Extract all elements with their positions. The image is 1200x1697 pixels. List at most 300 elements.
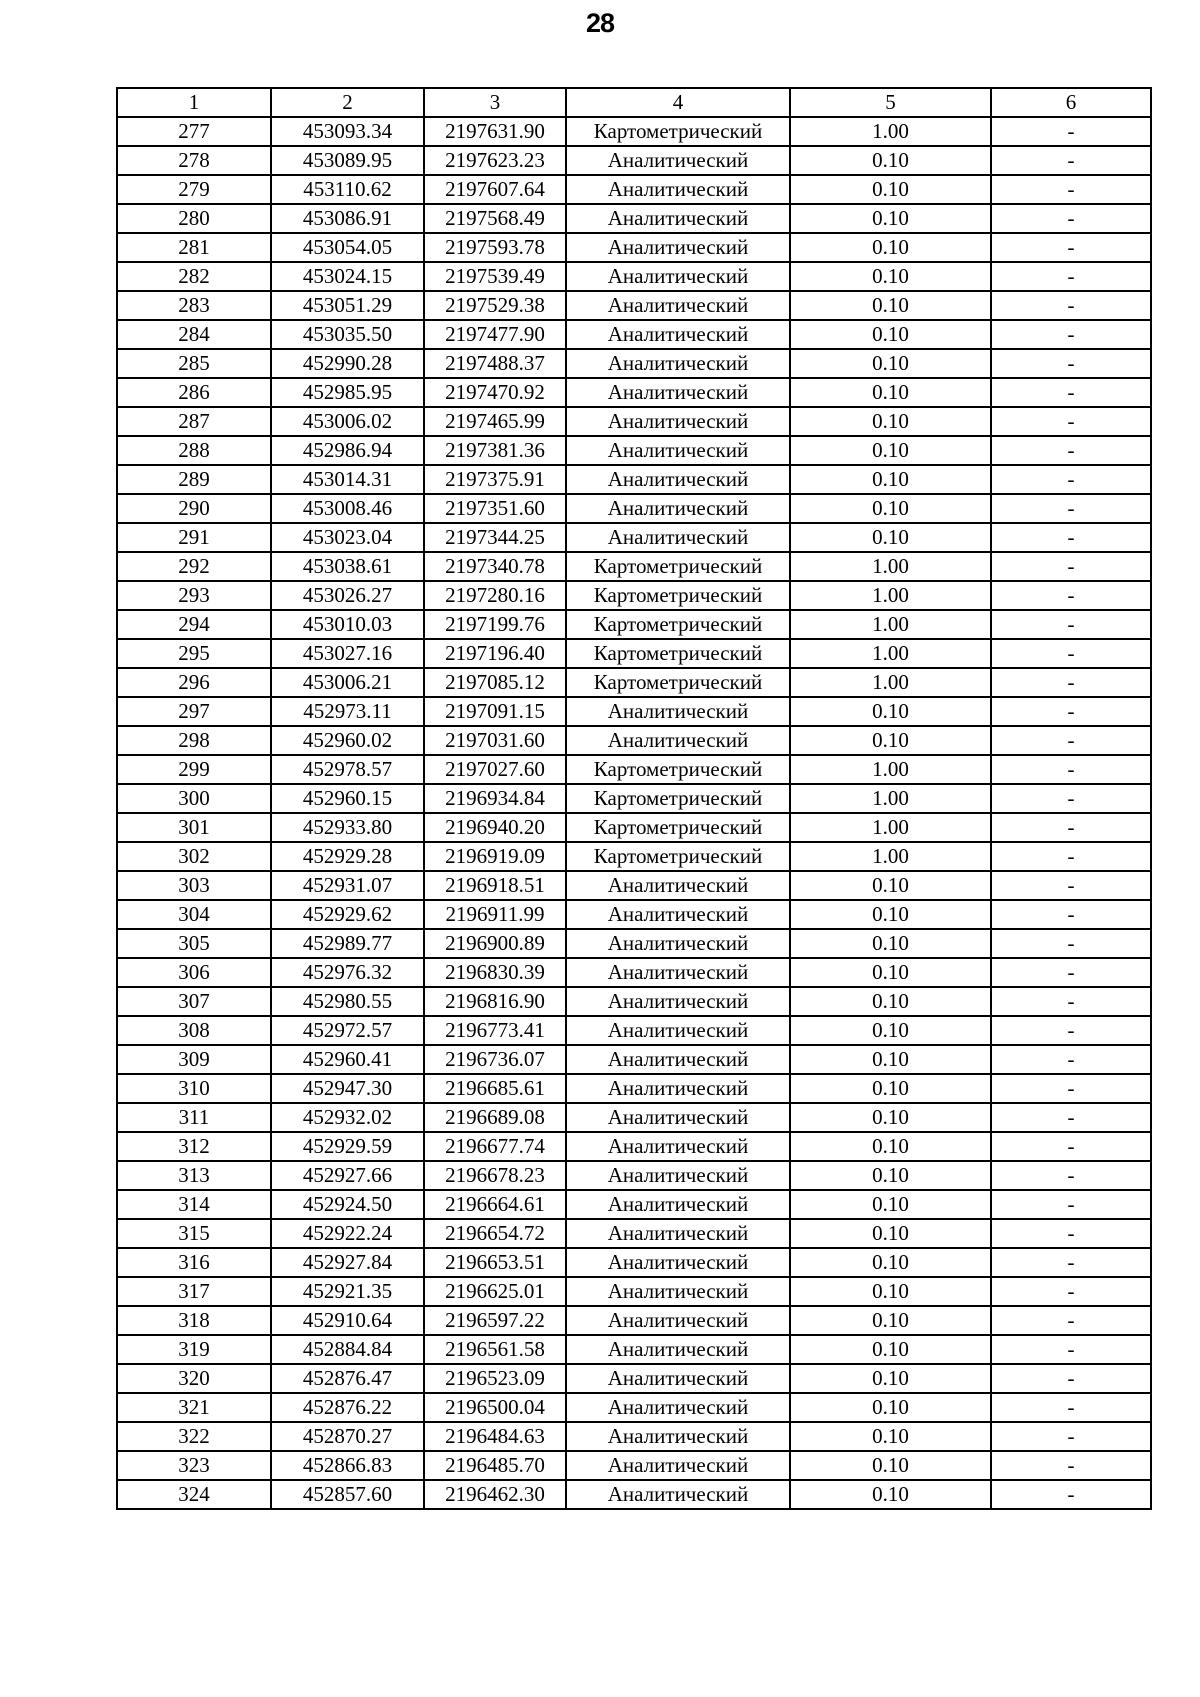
table-cell: Аналитический	[566, 523, 790, 552]
table-cell: 2197381.36	[424, 436, 566, 465]
table-cell: 453008.46	[271, 494, 424, 523]
table-cell: -	[991, 378, 1151, 407]
table-cell: 0.10	[790, 1335, 991, 1364]
table-row	[117, 523, 1151, 552]
table-cell: Аналитический	[566, 1074, 790, 1103]
table-cell: -	[991, 929, 1151, 958]
table-row	[117, 1074, 1151, 1103]
table-row	[117, 900, 1151, 929]
table-cell: 453038.61	[271, 552, 424, 581]
table-cell: 2196677.74	[424, 1132, 566, 1161]
table-row	[117, 407, 1151, 436]
table-cell: 303	[117, 871, 271, 900]
table-row	[117, 349, 1151, 378]
table-cell: 2196685.61	[424, 1074, 566, 1103]
table-cell: 2196561.58	[424, 1335, 566, 1364]
table-cell: Картометрический	[566, 668, 790, 697]
table-cell: 452973.11	[271, 697, 424, 726]
table-cell: Картометрический	[566, 581, 790, 610]
table-cell: 0.10	[790, 378, 991, 407]
table-cell: 320	[117, 1364, 271, 1393]
table-cell: 1.00	[790, 581, 991, 610]
table-cell: 1.00	[790, 552, 991, 581]
table-cell: 1.00	[790, 117, 991, 146]
table-cell: 0.10	[790, 1045, 991, 1074]
table-cell: -	[991, 958, 1151, 987]
table-cell: 452924.50	[271, 1190, 424, 1219]
table-cell: 452929.59	[271, 1132, 424, 1161]
table-cell: 0.10	[790, 291, 991, 320]
table-cell: 0.10	[790, 1480, 991, 1509]
table-cell: 453006.21	[271, 668, 424, 697]
table-cell: 295	[117, 639, 271, 668]
table-row	[117, 1306, 1151, 1335]
table-cell: 292	[117, 552, 271, 581]
table-cell: Картометрический	[566, 610, 790, 639]
table-cell: 0.10	[790, 1306, 991, 1335]
column-header: 3	[424, 88, 566, 117]
table-cell: 307	[117, 987, 271, 1016]
table-cell: 453054.05	[271, 233, 424, 262]
table-cell: 453010.03	[271, 610, 424, 639]
table-cell: 2196625.01	[424, 1277, 566, 1306]
table-cell: 2196653.51	[424, 1248, 566, 1277]
table-cell: -	[991, 842, 1151, 871]
table-cell: 286	[117, 378, 271, 407]
table-cell: 288	[117, 436, 271, 465]
table-cell: Аналитический	[566, 1480, 790, 1509]
table-cell: 317	[117, 1277, 271, 1306]
table-cell: 308	[117, 1016, 271, 1045]
table-cell: 0.10	[790, 320, 991, 349]
table-cell: 452932.02	[271, 1103, 424, 1132]
table-cell: -	[991, 900, 1151, 929]
table-cell: -	[991, 175, 1151, 204]
table-cell: Аналитический	[566, 1248, 790, 1277]
table-cell: 301	[117, 813, 271, 842]
table-cell: 279	[117, 175, 271, 204]
table-cell: 0.10	[790, 1451, 991, 1480]
table-row	[117, 233, 1151, 262]
table-row	[117, 639, 1151, 668]
table-cell: Аналитический	[566, 958, 790, 987]
table-cell: Аналитический	[566, 175, 790, 204]
table-cell: 1.00	[790, 784, 991, 813]
table-cell: Аналитический	[566, 436, 790, 465]
table-row	[117, 1103, 1151, 1132]
table-cell: 294	[117, 610, 271, 639]
table-cell: 0.10	[790, 697, 991, 726]
table-cell: -	[991, 1045, 1151, 1074]
table-cell: 296	[117, 668, 271, 697]
table-row	[117, 987, 1151, 1016]
table-cell: 453035.50	[271, 320, 424, 349]
table-cell: Аналитический	[566, 1306, 790, 1335]
table-cell: -	[991, 349, 1151, 378]
table-cell: Аналитический	[566, 1364, 790, 1393]
table-cell: 2197465.99	[424, 407, 566, 436]
table-cell: Аналитический	[566, 1016, 790, 1045]
table-cell: 306	[117, 958, 271, 987]
table-cell: Аналитический	[566, 929, 790, 958]
table-cell: 313	[117, 1161, 271, 1190]
table-cell: 280	[117, 204, 271, 233]
table-cell: 2197280.16	[424, 581, 566, 610]
table-cell: 453089.95	[271, 146, 424, 175]
table-row	[117, 494, 1151, 523]
table-cell: 0.10	[790, 1364, 991, 1393]
table-row	[117, 1132, 1151, 1161]
table-cell: 1.00	[790, 842, 991, 871]
table-cell: 281	[117, 233, 271, 262]
table-cell: 323	[117, 1451, 271, 1480]
table-cell: 452922.24	[271, 1219, 424, 1248]
table-cell: 2197351.60	[424, 494, 566, 523]
table-row	[117, 1422, 1151, 1451]
table-cell: 0.10	[790, 900, 991, 929]
table-cell: 452929.28	[271, 842, 424, 871]
page-number: 28	[585, 8, 615, 38]
table-cell: 2196678.23	[424, 1161, 566, 1190]
table-cell: -	[991, 1103, 1151, 1132]
table-cell: Аналитический	[566, 494, 790, 523]
table-cell: Аналитический	[566, 987, 790, 1016]
table-cell: 0.10	[790, 1016, 991, 1045]
table-cell: 0.10	[790, 1219, 991, 1248]
table-cell: -	[991, 697, 1151, 726]
column-header: 6	[991, 88, 1151, 117]
table-row	[117, 813, 1151, 842]
table-cell: 0.10	[790, 204, 991, 233]
table-row	[117, 1045, 1151, 1074]
table-cell: 452876.47	[271, 1364, 424, 1393]
table-cell: 309	[117, 1045, 271, 1074]
table-cell: 453051.29	[271, 291, 424, 320]
table-cell: 2196462.30	[424, 1480, 566, 1509]
table-cell: -	[991, 1190, 1151, 1219]
table-cell: 321	[117, 1393, 271, 1422]
table-cell: 2197091.15	[424, 697, 566, 726]
table-cell: 452990.28	[271, 349, 424, 378]
table-cell: 452960.41	[271, 1045, 424, 1074]
table-cell: 0.10	[790, 1190, 991, 1219]
table-cell: 2196485.70	[424, 1451, 566, 1480]
table-cell: 0.10	[790, 1393, 991, 1422]
table-cell: Аналитический	[566, 1132, 790, 1161]
table-cell: 453027.16	[271, 639, 424, 668]
table-cell: -	[991, 987, 1151, 1016]
table-cell: -	[991, 1277, 1151, 1306]
table-cell: -	[991, 1393, 1151, 1422]
table-cell: Картометрический	[566, 755, 790, 784]
table-cell: 452931.07	[271, 871, 424, 900]
table-cell: Аналитический	[566, 1277, 790, 1306]
table-cell: Аналитический	[566, 407, 790, 436]
table-row	[117, 204, 1151, 233]
table-cell: Аналитический	[566, 697, 790, 726]
table-cell: Аналитический	[566, 320, 790, 349]
table-cell: 452976.32	[271, 958, 424, 987]
table-cell: 2197623.23	[424, 146, 566, 175]
table-cell: 293	[117, 581, 271, 610]
table-cell: 1.00	[790, 639, 991, 668]
table-cell: -	[991, 1132, 1151, 1161]
table-cell: 452921.35	[271, 1277, 424, 1306]
table-cell: -	[991, 523, 1151, 552]
table-cell: -	[991, 552, 1151, 581]
table-cell: Аналитический	[566, 233, 790, 262]
table-cell: 318	[117, 1306, 271, 1335]
table-cell: -	[991, 1422, 1151, 1451]
table-cell: 452947.30	[271, 1074, 424, 1103]
table-cell: 453086.91	[271, 204, 424, 233]
table-cell: -	[991, 1161, 1151, 1190]
table-cell: 311	[117, 1103, 271, 1132]
table-cell: Аналитический	[566, 291, 790, 320]
table-cell: Аналитический	[566, 349, 790, 378]
table-cell: 0.10	[790, 436, 991, 465]
table-cell: 2197488.37	[424, 349, 566, 378]
table-row	[117, 668, 1151, 697]
table-cell: 0.10	[790, 726, 991, 755]
table-cell: 452929.62	[271, 900, 424, 929]
table-row	[117, 1451, 1151, 1480]
table-row	[117, 1364, 1151, 1393]
table-cell: 1.00	[790, 755, 991, 784]
table-cell: 298	[117, 726, 271, 755]
table-cell: 0.10	[790, 987, 991, 1016]
table-cell: -	[991, 610, 1151, 639]
table-cell: 453026.27	[271, 581, 424, 610]
table-cell: 282	[117, 262, 271, 291]
table-cell: 2196736.07	[424, 1045, 566, 1074]
table-cell: 1.00	[790, 610, 991, 639]
table-cell: 2196523.09	[424, 1364, 566, 1393]
table-cell: -	[991, 233, 1151, 262]
table-cell: 2197593.78	[424, 233, 566, 262]
table-row	[117, 1219, 1151, 1248]
table-cell: 452960.15	[271, 784, 424, 813]
table-cell: Аналитический	[566, 1190, 790, 1219]
header-row	[117, 88, 1151, 117]
table-cell: 452927.84	[271, 1248, 424, 1277]
table-cell: -	[991, 639, 1151, 668]
table-cell: 0.10	[790, 1132, 991, 1161]
column-header: 2	[271, 88, 424, 117]
table-cell: 0.10	[790, 465, 991, 494]
table-cell: 452876.22	[271, 1393, 424, 1422]
table-row	[117, 1480, 1151, 1509]
table-cell: -	[991, 726, 1151, 755]
table-row	[117, 784, 1151, 813]
table-cell: Картометрический	[566, 552, 790, 581]
table-row	[117, 291, 1151, 320]
table-cell: 2196654.72	[424, 1219, 566, 1248]
table-cell: 452986.94	[271, 436, 424, 465]
table-cell: -	[991, 1335, 1151, 1364]
table-cell: 452972.57	[271, 1016, 424, 1045]
table-cell: 300	[117, 784, 271, 813]
table-cell: -	[991, 1219, 1151, 1248]
table-row	[117, 1335, 1151, 1364]
table-cell: -	[991, 291, 1151, 320]
table-cell: 0.10	[790, 958, 991, 987]
table-cell: 291	[117, 523, 271, 552]
table-row	[117, 958, 1151, 987]
table-cell: 452857.60	[271, 1480, 424, 1509]
table-cell: 2196689.08	[424, 1103, 566, 1132]
table-row	[117, 378, 1151, 407]
table-cell: -	[991, 407, 1151, 436]
table-cell: 0.10	[790, 1277, 991, 1306]
table-cell: 2197027.60	[424, 755, 566, 784]
table-cell: 2197196.40	[424, 639, 566, 668]
column-header: 5	[790, 88, 991, 117]
table-cell: -	[991, 813, 1151, 842]
table-row	[117, 465, 1151, 494]
table-cell: -	[991, 1480, 1151, 1509]
table-cell: 2197199.76	[424, 610, 566, 639]
table-cell: 453093.34	[271, 117, 424, 146]
table-cell: 324	[117, 1480, 271, 1509]
table-cell: -	[991, 494, 1151, 523]
table-cell: 2196918.51	[424, 871, 566, 900]
table-cell: 452884.84	[271, 1335, 424, 1364]
table-cell: 0.10	[790, 871, 991, 900]
table-cell: 297	[117, 697, 271, 726]
table-cell: 278	[117, 146, 271, 175]
table-row	[117, 1161, 1151, 1190]
table-row	[117, 1190, 1151, 1219]
table-cell: 0.10	[790, 146, 991, 175]
table-cell: 0.10	[790, 407, 991, 436]
table-cell: 310	[117, 1074, 271, 1103]
table-cell: 452933.80	[271, 813, 424, 842]
table-cell: 452980.55	[271, 987, 424, 1016]
table-cell: 452910.64	[271, 1306, 424, 1335]
table-cell: 2197539.49	[424, 262, 566, 291]
table-cell: 285	[117, 349, 271, 378]
table-cell: 2196911.99	[424, 900, 566, 929]
table-cell: Картометрический	[566, 842, 790, 871]
table-row	[117, 552, 1151, 581]
table-cell: 453014.31	[271, 465, 424, 494]
table-cell: Аналитический	[566, 1161, 790, 1190]
table-cell: 2197568.49	[424, 204, 566, 233]
table-cell: -	[991, 755, 1151, 784]
table-cell: 0.10	[790, 233, 991, 262]
table-cell: 453023.04	[271, 523, 424, 552]
table-cell: 0.10	[790, 1161, 991, 1190]
table-cell: 284	[117, 320, 271, 349]
table-row	[117, 320, 1151, 349]
table-cell: 0.10	[790, 1248, 991, 1277]
table-cell: Картометрический	[566, 813, 790, 842]
table-cell: 2197031.60	[424, 726, 566, 755]
table-cell: -	[991, 320, 1151, 349]
table-row	[117, 175, 1151, 204]
table-cell: 312	[117, 1132, 271, 1161]
table-cell: Картометрический	[566, 784, 790, 813]
table-cell: 452978.57	[271, 755, 424, 784]
table-cell: 322	[117, 1422, 271, 1451]
table-row	[117, 1248, 1151, 1277]
table-row	[117, 929, 1151, 958]
table-cell: -	[991, 1074, 1151, 1103]
table-row	[117, 436, 1151, 465]
table-cell: Аналитический	[566, 1451, 790, 1480]
table-cell: 1.00	[790, 813, 991, 842]
table-row	[117, 262, 1151, 291]
table-cell: 290	[117, 494, 271, 523]
table-cell: Аналитический	[566, 1393, 790, 1422]
table-cell: 2196484.63	[424, 1422, 566, 1451]
table-cell: 2196500.04	[424, 1393, 566, 1422]
table-cell: 302	[117, 842, 271, 871]
table-row	[117, 581, 1151, 610]
table-cell: -	[991, 262, 1151, 291]
table-cell: 314	[117, 1190, 271, 1219]
table-cell: 2197631.90	[424, 117, 566, 146]
table-cell: 453024.15	[271, 262, 424, 291]
table-cell: -	[991, 204, 1151, 233]
coordinates-table	[116, 87, 1152, 1510]
table-cell: Аналитический	[566, 1045, 790, 1074]
column-header: 1	[117, 88, 271, 117]
table-cell: -	[991, 1248, 1151, 1277]
table-cell: 315	[117, 1219, 271, 1248]
table-cell: 305	[117, 929, 271, 958]
table-cell: -	[991, 668, 1151, 697]
table-row	[117, 610, 1151, 639]
table-cell: -	[991, 1306, 1151, 1335]
table-cell: Аналитический	[566, 378, 790, 407]
table-cell: 299	[117, 755, 271, 784]
table-cell: -	[991, 146, 1151, 175]
table-body	[117, 117, 1151, 1509]
table-cell: 0.10	[790, 523, 991, 552]
table-cell: 0.10	[790, 494, 991, 523]
table-cell: Аналитический	[566, 1422, 790, 1451]
table-cell: -	[991, 1451, 1151, 1480]
table-row	[117, 1393, 1151, 1422]
table-cell: 0.10	[790, 175, 991, 204]
table-cell: 277	[117, 117, 271, 146]
table-cell: Аналитический	[566, 262, 790, 291]
table-cell: 0.10	[790, 1422, 991, 1451]
table-cell: -	[991, 1364, 1151, 1393]
table-cell: 452985.95	[271, 378, 424, 407]
table-cell: 452927.66	[271, 1161, 424, 1190]
table-row	[117, 697, 1151, 726]
table-cell: 2196934.84	[424, 784, 566, 813]
table-cell: 2196597.22	[424, 1306, 566, 1335]
table-cell: Аналитический	[566, 726, 790, 755]
table-row	[117, 1277, 1151, 1306]
table-row	[117, 1016, 1151, 1045]
table-cell: -	[991, 1016, 1151, 1045]
table-cell: Аналитический	[566, 900, 790, 929]
table-cell: 2196900.89	[424, 929, 566, 958]
table-cell: 289	[117, 465, 271, 494]
table-cell: 2196919.09	[424, 842, 566, 871]
table-cell: Картометрический	[566, 639, 790, 668]
table-cell: 452866.83	[271, 1451, 424, 1480]
table-cell: 453110.62	[271, 175, 424, 204]
table-row	[117, 842, 1151, 871]
table-cell: 316	[117, 1248, 271, 1277]
table-cell: -	[991, 581, 1151, 610]
